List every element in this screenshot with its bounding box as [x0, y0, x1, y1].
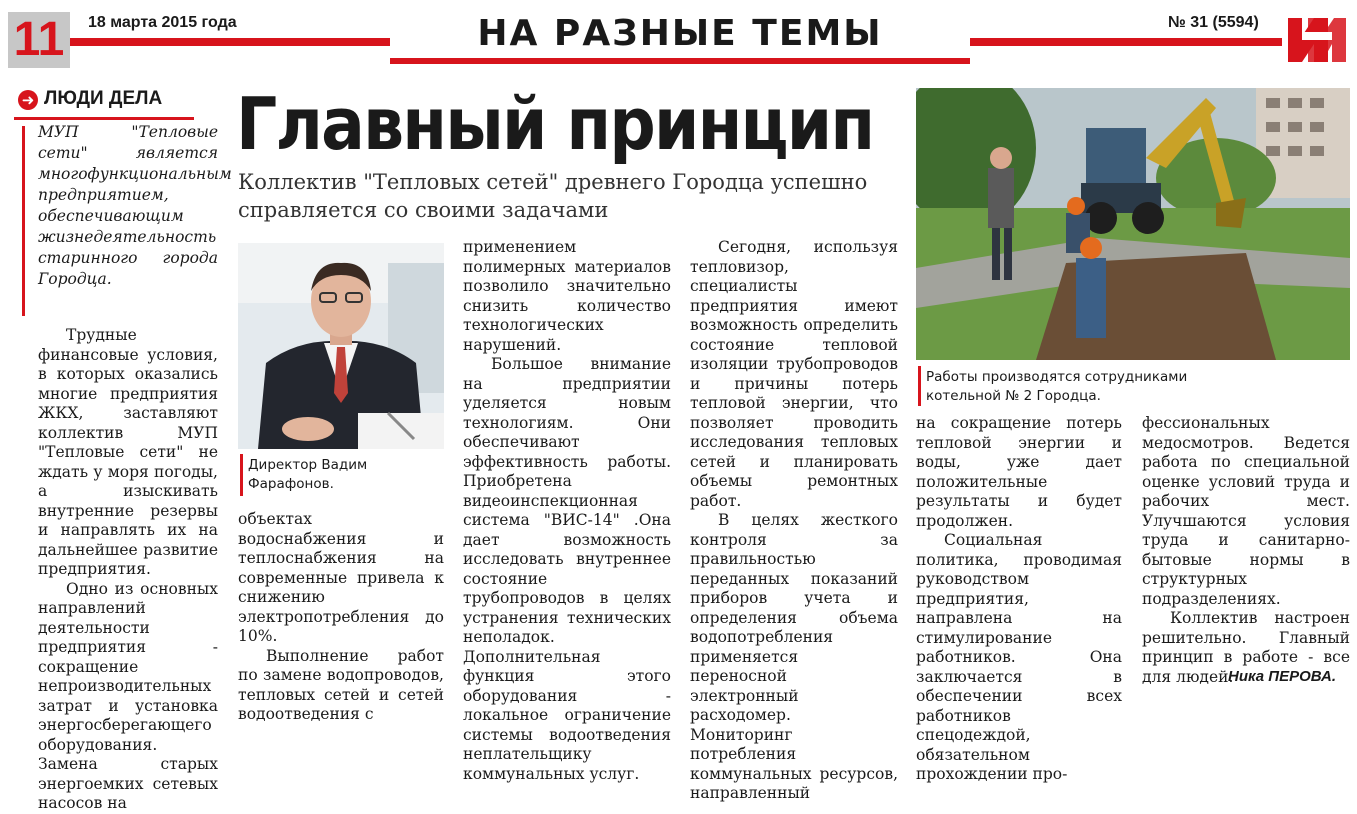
portrait-caption: [238, 452, 444, 500]
paragraph: Выполнение работ по замене водопроводов, тепловых сетей и сетей водоотведения с: [238, 646, 444, 723]
main-photo-caption: [916, 364, 1350, 408]
paragraph: применением полимерных материалов позволило значительно снизить количество технологических нарушений.: [463, 238, 671, 354]
paragraph: Социальная политика, проводимая руководством предприятия, направлена на стимулирование работников. Она заключается в обеспечении всех работников спецодеждой, обязательном прохождении про-: [916, 531, 1122, 783]
paragraph: Большое внимание на предприятии уделяется новым технологиям. Они обеспечивают эффективность работы. Приобретена видеоинспекционная система "ВИС-14" .Она дает возможность исследовать внутреннее состояние трубопроводов в целях устранения технических неполадок. Дополнительная функция этого оборудования - локальное ограничение системы водоотведения неплательщику коммунальных услуг.: [463, 355, 671, 783]
rubric-underline: [14, 117, 194, 120]
article-column-4: [690, 238, 898, 804]
article-column-1: [38, 326, 218, 814]
paragraph: Сегодня, используя тепловизор, специалисты предприятия имеют возможность определить состояние тепловой изоляции трубопроводов и причины потерь тепловой энергии, что позволяет проводить исследования тепловых сетей и планировать объемы ремонтных работ.: [690, 238, 898, 510]
article-column-5: [916, 414, 1122, 785]
workers-photo: [916, 88, 1350, 360]
article-lead: МУП "Тепловые сети" является многофункциональным предприятием, обеспечивающим жизнедеятельность старинного города Городца.: [38, 123, 232, 288]
newspaper-logo-icon: [1284, 10, 1348, 70]
header-rule-right: [970, 38, 1282, 46]
issue-number: № 31 (5594): [1168, 14, 1259, 31]
lead-accent-bar: [22, 126, 25, 316]
issue-date: 18 марта 2015 года: [88, 14, 237, 31]
portrait-caption-text: Директор Вадим Фарафонов.: [248, 457, 368, 492]
arrow-right-icon: ➜: [18, 90, 38, 110]
article-column-2: [238, 510, 444, 725]
main-photo-caption-text: Работы производятся сотрудниками котельной № 2 Городца.: [926, 369, 1188, 404]
paragraph: фессиональных медосмотров. Ведется работа по специальной оценке условий труда и рабочих мест. Улучшаются условия труда и санитарно-бытовые нормы в структурных подразделениях.: [1142, 414, 1350, 608]
article-subtitle: Коллектив "Тепловых сетей" древнего Городца успешно справляется со своими задачами: [238, 170, 868, 222]
article-column-3: [463, 238, 671, 784]
paragraph: на сокращение потерь тепловой энергии и воды, уже дает положительные результаты и будет продолжен.: [916, 414, 1122, 530]
article-column-6: [1142, 414, 1350, 687]
rubric-label: ЛЮДИ ДЕЛА: [44, 88, 163, 109]
paragraph: объектах водоснабжения и теплоснабжения на современные привела к снижению электропотребления до 10%.: [238, 510, 444, 645]
section-title: НА РАЗНЫЕ ТЕМЫ: [477, 13, 883, 54]
article-title: Главный принцип: [236, 82, 874, 166]
workers-photo-image: [916, 88, 1350, 360]
header-rule-left: [70, 38, 390, 46]
director-portrait-image: [238, 243, 444, 449]
paragraph: Трудные финансовые условия, в которых оказались многие предприятия ЖКХ, заставляют коллектив МУП "Тепловые сети" не ждать у моря погоды, а изыскивать внутренние резервы и направлять их на дальнейшее развитие предприятия.: [38, 326, 218, 578]
director-portrait: [238, 243, 444, 449]
paragraph: Одно из основных направлений деятельности предприятия - сокращение непроизводительных затрат и установка энергосберегающего оборудования. Замена старых энергоемких сетевых насосов на: [38, 579, 218, 812]
page-number: 11: [8, 12, 70, 68]
paragraph: В целях жесткого контроля за правильностью переданных показаний приборов учета и определения объема водопотребления применяется переносной электронный расходомер. Мониторинг потребления коммунальных ресурсов, направленный: [690, 511, 898, 802]
article-author: Ника ПЕРОВА.: [1228, 668, 1337, 685]
paragraph: Коллектив настроен решительно. Главный принцип в работе - все для людей.: [1142, 609, 1350, 686]
section-underline: [390, 58, 970, 64]
